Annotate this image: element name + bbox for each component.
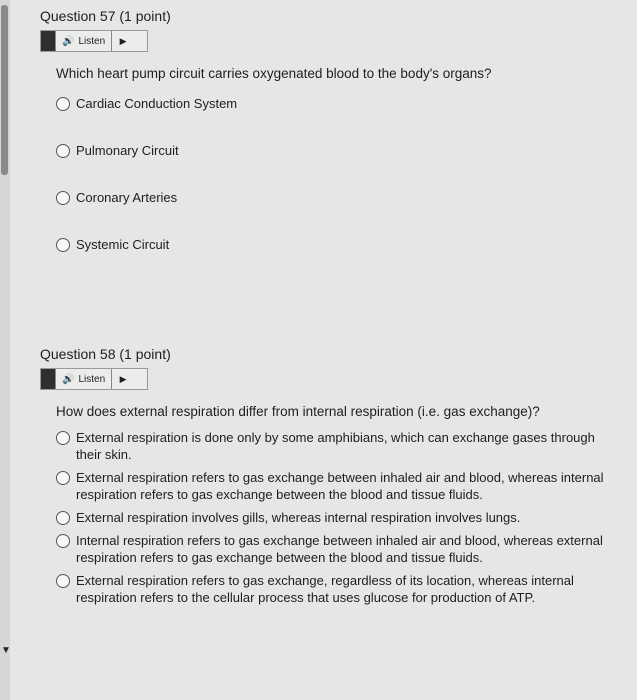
grid-icon[interactable] [41, 31, 56, 51]
radio-button[interactable] [56, 471, 70, 485]
question-title: Question 57 (1 point) [40, 8, 171, 24]
answer-option[interactable] [56, 469, 617, 503]
answer-options [40, 95, 617, 283]
speaker-icon: 🔊 [62, 373, 75, 385]
answer-label: Pulmonary Circuit [76, 143, 179, 158]
listen-label: Listen [78, 35, 106, 47]
radio-button[interactable] [56, 238, 70, 252]
speaker-icon: 🔊 [62, 35, 75, 47]
answer-label: External respiration is done only by some amphibians, which can exchange gases through their skin. [76, 430, 595, 462]
radio-button[interactable] [56, 431, 70, 445]
answer-option[interactable] [56, 532, 617, 566]
answer-label: Coronary Arteries [76, 190, 178, 205]
grid-icon[interactable] [41, 369, 56, 389]
scroll-down-icon[interactable]: ▼ [1, 645, 11, 656]
question-prompt: How does external respiration differ from internal respiration (i.e. gas exchange)? [56, 404, 540, 419]
answer-label: External respiration refers to gas exchange between inhaled air and blood, whereas internal respiration refers to gas exchange between the blood and tissue fluids. [76, 470, 604, 502]
answer-options [40, 429, 617, 606]
answer-option[interactable] [56, 189, 617, 236]
play-icon[interactable]: ▶ [119, 373, 127, 384]
answer-option[interactable] [56, 95, 617, 142]
answer-option[interactable] [56, 509, 617, 526]
answer-option[interactable] [56, 142, 617, 189]
answer-option[interactable] [56, 236, 617, 283]
listen-bar [40, 368, 148, 390]
question-57 [40, 8, 617, 283]
radio-button[interactable] [56, 574, 70, 588]
listen-bar [40, 30, 148, 52]
answer-label: Cardiac Conduction System [76, 96, 238, 111]
radio-button[interactable] [56, 144, 70, 158]
listen-button[interactable] [56, 31, 112, 51]
listen-label: Listen [78, 373, 106, 385]
scrollbar[interactable] [0, 0, 10, 700]
answer-label: Systemic Circuit [76, 237, 170, 252]
radio-button[interactable] [56, 97, 70, 111]
radio-button[interactable] [56, 511, 70, 525]
listen-button[interactable] [56, 369, 112, 389]
radio-button[interactable] [56, 191, 70, 205]
radio-button[interactable] [56, 534, 70, 548]
question-title: Question 58 (1 point) [40, 346, 171, 362]
answer-label: Internal respiration refers to gas exchange between inhaled air and blood, whereas external respiration refers to gas exchange between the blood and tissue fluids. [76, 533, 603, 565]
answer-label: External respiration refers to gas exchange, regardless of its location, whereas internal respiration refers to the cellular process that uses glucose for production of ATP. [76, 573, 574, 605]
play-icon[interactable]: ▶ [119, 35, 127, 46]
question-58 [40, 346, 617, 612]
answer-option[interactable] [56, 429, 617, 463]
scrollbar-thumb[interactable] [1, 5, 8, 175]
answer-label: External respiration involves gills, whereas internal respiration involves lungs. [76, 510, 521, 525]
question-prompt: Which heart pump circuit carries oxygenated blood to the body's organs? [56, 66, 492, 81]
answer-option[interactable] [56, 572, 617, 606]
